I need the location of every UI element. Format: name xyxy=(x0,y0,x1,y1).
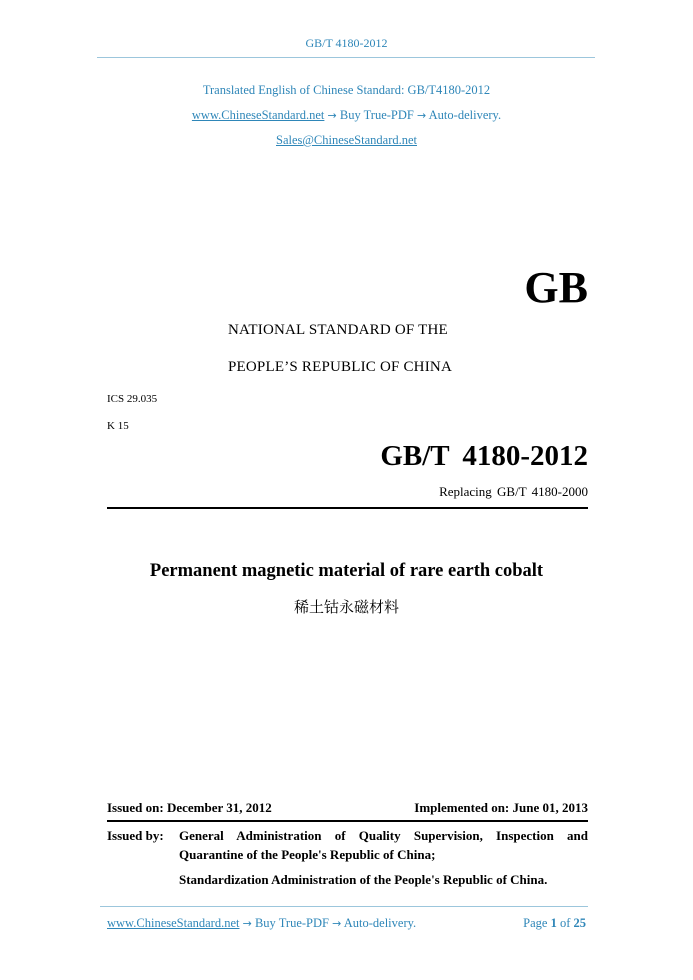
footer-divider xyxy=(100,906,588,907)
replacing-note: Replacing GB/T 4180-2000 xyxy=(439,484,588,499)
page-of: of xyxy=(559,916,571,930)
page-current: 1 xyxy=(550,916,557,930)
issued-on: Issued on: December 31, 2012 xyxy=(107,800,272,815)
arrow-icon: → xyxy=(242,917,252,930)
auto-delivery-text: Auto-delivery. xyxy=(428,108,502,122)
arrow-icon: → xyxy=(327,109,337,122)
running-header: GB/T 4180-2012 xyxy=(305,36,388,50)
footer-site-link[interactable]: www.ChineseStandard.net xyxy=(107,916,240,930)
implemented-on: Implemented on: June 01, 2013 xyxy=(414,800,588,815)
gb-mark: GB xyxy=(524,263,588,312)
page-label: Page xyxy=(523,916,548,930)
footer-buy-pdf-text: Buy True-PDF xyxy=(254,916,329,930)
issue-divider xyxy=(107,820,588,822)
site-link[interactable]: www.ChineseStandard.net xyxy=(191,108,325,122)
promo-line: Translated English of Chinese Standard: GB/T4180-2012 xyxy=(202,83,491,97)
title-english: Permanent magnetic material of rare earth cobalt xyxy=(149,561,544,581)
sales-email-link[interactable]: Sales@ChineseStandard.net xyxy=(276,133,417,147)
arrow-icon: → xyxy=(332,917,342,930)
ics-code: ICS 29.035 xyxy=(107,393,158,405)
national-standard-line2: PEOPLE’S REPUBLIC OF CHINA xyxy=(228,359,452,375)
title-chinese: 稀土钴永磁材料 xyxy=(293,598,399,616)
page-total: 25 xyxy=(573,916,586,930)
header-divider xyxy=(97,57,595,58)
promo-email xyxy=(0,133,693,148)
issuer-sac: Standardization Administration of the People's Republic of China. xyxy=(179,872,548,887)
national-standard-line1: NATIONAL STANDARD OF THE xyxy=(228,322,448,338)
issued-by-label: Issued by: xyxy=(107,828,164,843)
footer-links xyxy=(107,916,416,931)
issue-dates-row xyxy=(107,800,588,816)
cover-divider xyxy=(107,507,588,509)
arrow-icon: → xyxy=(417,109,427,122)
footer-auto-delivery-text: Auto-delivery. xyxy=(343,916,417,930)
buy-pdf-text: Buy True-PDF xyxy=(339,108,414,122)
promo-links xyxy=(0,108,693,123)
standard-number: GB/T 4180-2012 xyxy=(380,440,588,472)
page-indicator xyxy=(523,916,586,931)
issuer-aqsiq: General Administration of Quality Supervision, Inspection and Quarantine of the People's Republic of China; xyxy=(179,828,588,862)
ccs-code: K 15 xyxy=(107,420,129,432)
